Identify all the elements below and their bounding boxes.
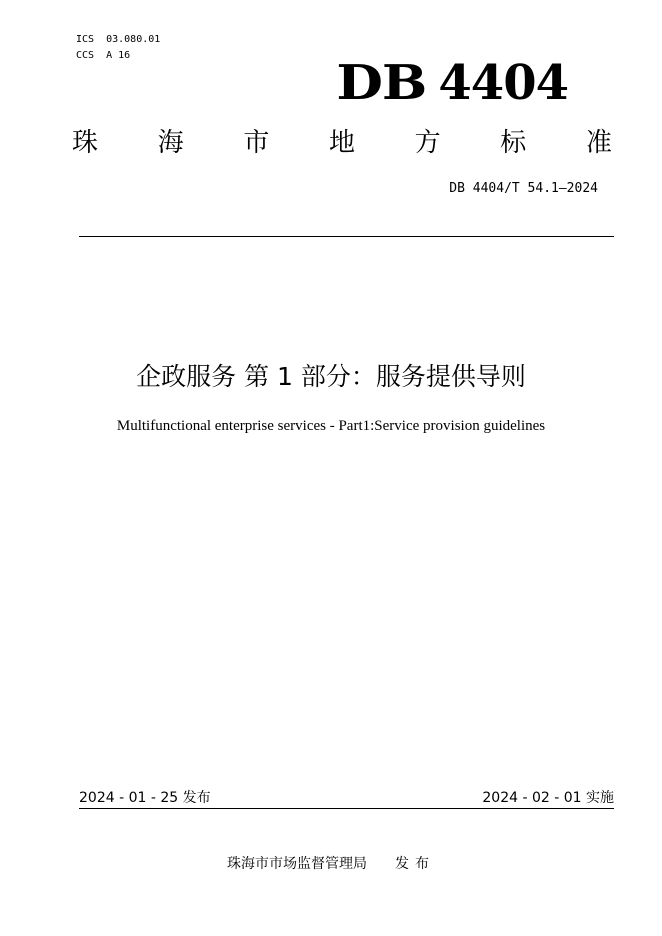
bottom-divider [79, 808, 614, 809]
publisher-action: 发布 [395, 856, 435, 872]
top-divider [79, 236, 614, 237]
standard-type-char: 地 [328, 128, 355, 158]
document-title: 企政服务 第 1 部分：服务提供导则 [136, 362, 526, 391]
standard-number: DB 4404/T 54.1—2024 [449, 181, 598, 196]
issue-date: 2024 - 01 - 25 发布 [79, 790, 211, 806]
ccs-code: CCS A 16 [76, 50, 131, 61]
db-standard-logo [336, 55, 568, 111]
db-logo-letters: DB [336, 55, 427, 111]
standard-type-char: 珠 [72, 128, 99, 158]
standard-type-char: 方 [414, 128, 441, 158]
standard-type-title [72, 126, 612, 160]
document-subtitle-english: Multifunctional enterprise services - Part1:Service provision guidelines [116, 418, 546, 434]
classification-codes [76, 32, 160, 64]
publisher-line [0, 854, 662, 874]
standard-type-char: 市 [243, 128, 270, 158]
standard-type-char: 海 [157, 128, 184, 158]
db-logo-code: 4404 [438, 55, 568, 111]
standard-type-char: 准 [585, 128, 612, 158]
ics-code: ICS 03.080.01 [76, 34, 161, 45]
standard-type-char: 标 [500, 128, 527, 158]
implementation-date: 2024 - 02 - 01 实施 [482, 790, 614, 806]
publisher-name: 珠海市市场监督管理局 [227, 856, 367, 872]
